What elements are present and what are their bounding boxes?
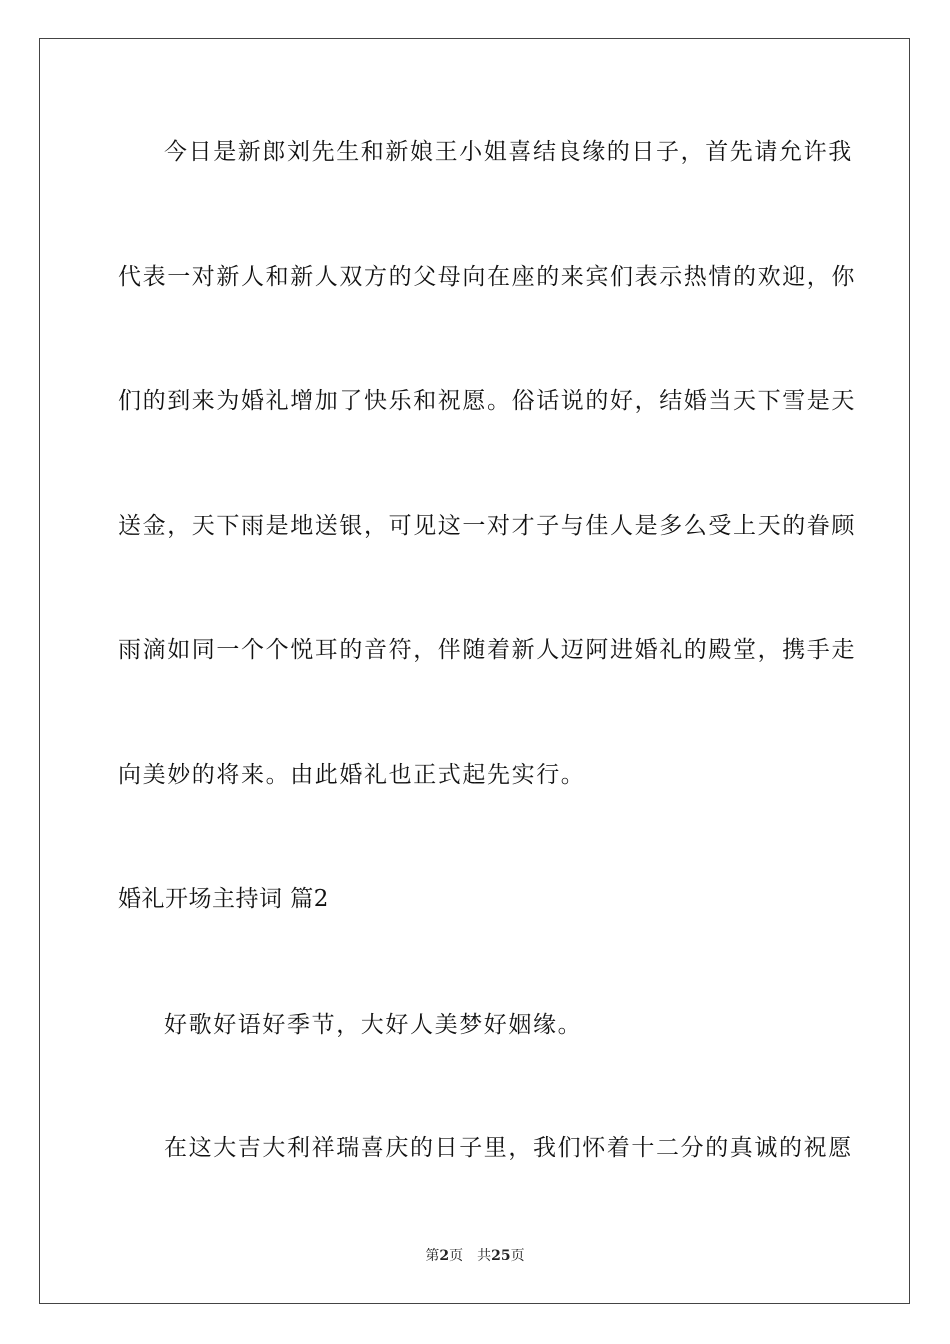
total-pages: 25	[491, 1248, 511, 1264]
body-text-line: 们的到来为婚礼增加了快乐和祝愿。俗话说的好，结婚当天下雪是天	[118, 388, 856, 414]
body-text-line: 送金，天下雨是地送银，可见这一对才子与佳人是多么受上天的眷顾	[118, 513, 856, 539]
body-text-line: 雨滴如同一个个悦耳的音符，伴随着新人迈阿进婚礼的殿堂，携手走	[118, 637, 856, 663]
total-suffix: 页	[510, 1248, 525, 1264]
page-number: 2	[439, 1248, 450, 1264]
body-text-line: 今日是新郎刘先生和新娘王小姐喜结良缘的日子，首先请允许我	[164, 139, 853, 165]
section-heading: 婚礼开场主持词 篇2	[118, 886, 329, 912]
page-footer	[0, 1246, 950, 1266]
page-suffix: 页	[449, 1248, 464, 1264]
page-prefix: 第	[425, 1248, 440, 1264]
total-prefix: 共	[477, 1248, 492, 1264]
body-text-line: 在这大吉大利祥瑞喜庆的日子里，我们怀着十二分的真诚的祝愿	[164, 1135, 853, 1161]
body-text-line: 代表一对新人和新人双方的父母向在座的来宾们表示热情的欢迎，你	[118, 264, 856, 290]
body-text-line: 向美妙的将来。由此婚礼也正式起先实行。	[118, 762, 586, 788]
page-border	[39, 38, 910, 1304]
body-text-line: 好歌好语好季节，大好人美梦好姻缘。	[164, 1012, 583, 1038]
